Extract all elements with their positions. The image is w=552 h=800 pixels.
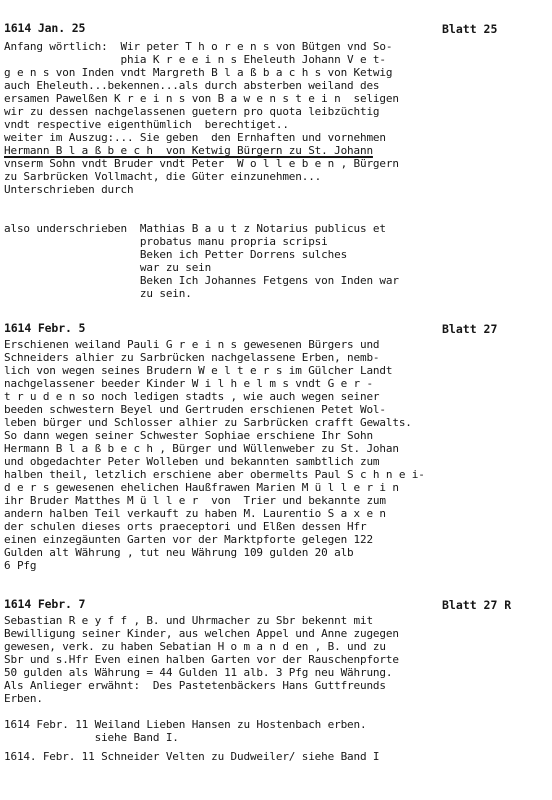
text-line: t r u d e n so noch ledigen stadts , wie auch wegen seiner: [4, 390, 380, 403]
text-line: ersamen Pawelßen K r e i n s von B a w e n s t e i n seligen: [4, 92, 399, 105]
text-line: Als Anlieger erwähnt: Des Pastetenbäckers Hans Guttfreunds: [4, 679, 386, 692]
text-line: Sbr und s.Hfr Even einen halben Garten vor der Rauschenpforte: [4, 653, 399, 666]
text-line: war zu sein: [4, 261, 212, 274]
text-line: g e n s von Inden vndt Margreth B l a ß b a c h s von Ketwig: [4, 66, 393, 79]
text-line: Erschienen weiland Pauli G r e i n s gewesenen Bürgers und: [4, 338, 380, 351]
text-line: leben bürger und Schlosser alhier zu Sarbrücken crafft Gewalts.: [4, 416, 412, 429]
text-line: wir zu dessen nachgelassenen guetern pro quota leibzüchtig: [4, 105, 380, 118]
text-line: 50 gulden als Währung = 44 Gulden 11 alb. 3 Pfg neu Währung.: [4, 666, 393, 679]
text-line: einen einzegäunten Garten vor der Marktpforte gelegen 122: [4, 533, 373, 546]
text-line: ihr Bruder Matthes M ü l l e r von Trier und bekannte zum: [4, 494, 386, 507]
entry-sheet-ref: Blatt 27: [442, 322, 498, 336]
text-line: Beken Ich Johannes Fetgens von Inden war: [4, 274, 399, 287]
text-line: vndt respective eigenthümlich berechtiget..: [4, 118, 289, 131]
text-line: So dann wegen seiner Schwester Sophiae erschiene Ihr Sohn: [4, 429, 373, 442]
text-line: Unterschrieben durch: [4, 183, 134, 196]
entry-sheet-ref: Blatt 25: [442, 22, 498, 36]
entry-date: 1614 Febr. 7: [4, 597, 86, 611]
text-line: auch Eheleuth...bekennen...als durch absterben weiland des: [4, 79, 380, 92]
text-line: Anfang wörtlich: Wir peter T h o r e n s von Bütgen vnd So-: [4, 40, 393, 53]
text-line: also underschrieben Mathias B a u t z Notarius publicus et: [4, 222, 386, 235]
text-line: Schneiders alhier zu Sarbrücken nachgelassene Erben, nemb-: [4, 351, 380, 364]
entry-date: 1614 Jan. 25: [4, 21, 86, 35]
text-line: Hermann B l a ß b e c h von Ketwig Bürgern zu St. Johann: [4, 144, 373, 157]
text-line: der schulen dieses orts praeceptori und Elßen dessen Hfr: [4, 520, 367, 533]
text-line: 6 Pfg: [4, 559, 37, 572]
text-line: Hermann B l a ß b e c h , Bürger und Wüllenweber zu St. Johan: [4, 442, 399, 455]
text-line: phia K r e e i n s Eheleuth Johann V e t-: [4, 53, 386, 66]
text-line: vnserm Sohn vndt Bruder vndt Peter W o l l e b e n , Bürgern: [4, 157, 399, 170]
text-line: beeden schwestern Beyel und Gertruden erschienen Petet Wol-: [4, 403, 386, 416]
text-line: zu sein.: [4, 287, 192, 300]
entry-date: 1614 Febr. 5: [4, 321, 86, 335]
text-line: lich von wegen seines Brudern W e l t e r s im Gülcher Landt: [4, 364, 393, 377]
text-line: 1614. Febr. 11 Schneider Velten zu Dudweiler/ siehe Band I: [4, 750, 380, 763]
text-line: Gulden alt Währung , tut neu Währung 109 gulden 20 alb: [4, 546, 354, 559]
text-line: Erben.: [4, 692, 43, 705]
text-line: weiter im Auszug:... Sie geben den Ernhaften und vornehmen: [4, 131, 386, 144]
text-line: Sebastian R e y f f , B. und Uhrmacher zu Sbr bekennt mit: [4, 614, 373, 627]
text-line: Bewilligung seiner Kinder, aus welchen Appel und Anne zugegen: [4, 627, 399, 640]
text-line: siehe Band I.: [4, 731, 179, 744]
text-line: probatus manu propria scripsi: [4, 235, 328, 248]
text-line: gewesen, verk. zu haben Sebatian H o m a n d en , B. und zu: [4, 640, 386, 653]
text-line: Beken ich Petter Dorrens sulches: [4, 248, 348, 261]
text-line: 1614 Febr. 11 Weiland Lieben Hansen zu Hostenbach erben.: [4, 718, 367, 731]
text-line: d e r s gewesenen ehelichen Haußfrawen Marien M ü l l e r i n: [4, 481, 399, 494]
text-line: halben theil, letzlich erschiene aber obermelts Paul S c h n e i-: [4, 468, 425, 481]
entry-sheet-ref: Blatt 27 R: [442, 598, 512, 612]
text-line: nachgelassener beeder Kinder W i l h e l m s vndt G e r -: [4, 377, 373, 390]
text-line: zu Sarbrücken Vollmacht, die Güter einzunehmen...: [4, 170, 322, 183]
text-line: andern halben Teil verkauft zu haben M. Laurentio S a x e n: [4, 507, 386, 520]
text-line: und obgedachter Peter Wolleben und bekannten sambtlich zum: [4, 455, 380, 468]
